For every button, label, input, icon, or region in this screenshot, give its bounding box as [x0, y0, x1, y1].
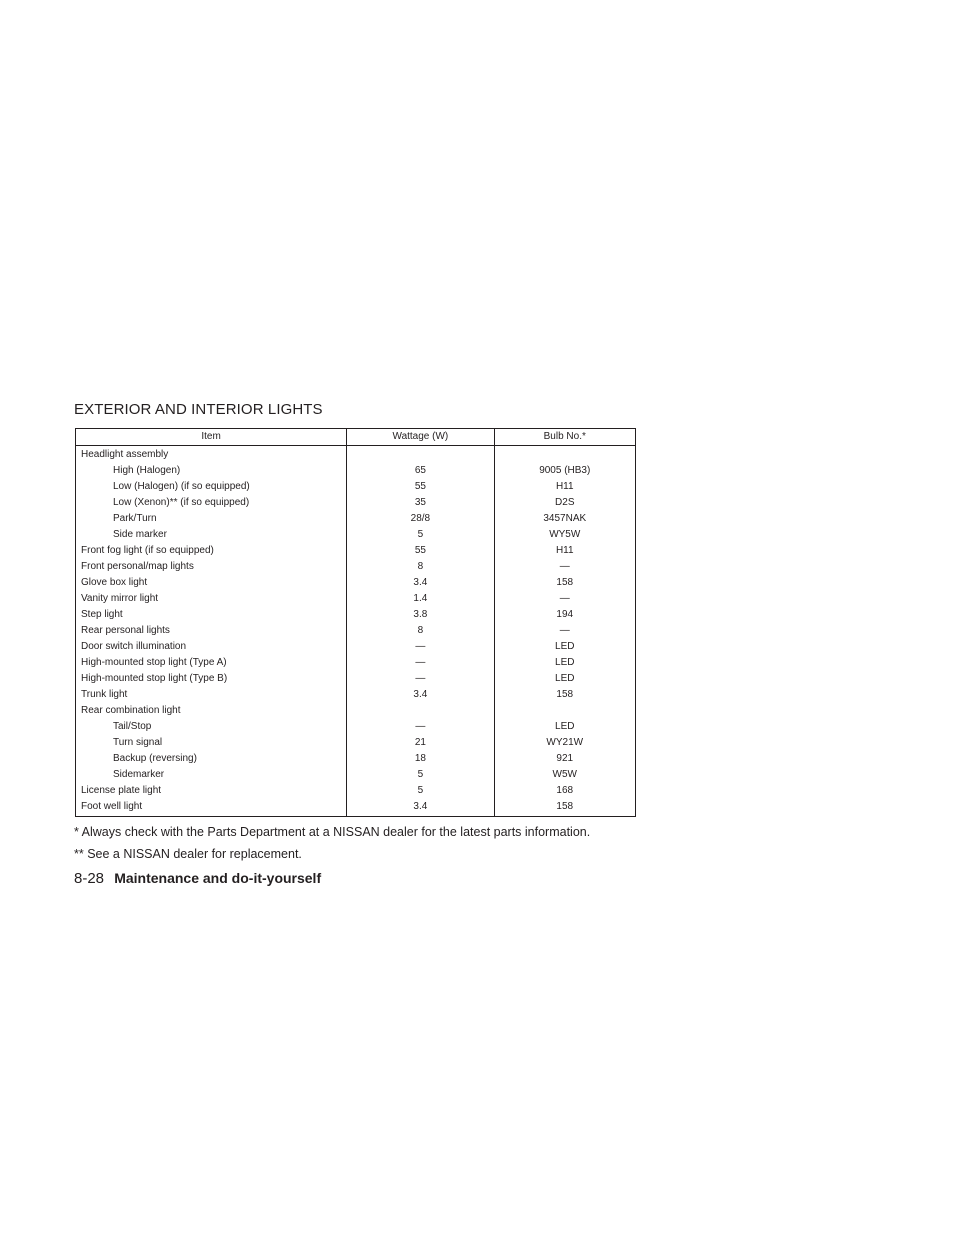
cell-bulb: LED [494, 719, 635, 735]
table-row [76, 751, 636, 767]
cell-item: High (Halogen) [76, 463, 347, 479]
cell-bulb: WY21W [494, 735, 635, 751]
table-row [76, 591, 636, 607]
cell-wattage: 21 [347, 735, 494, 751]
cell-wattage: 1.4 [347, 591, 494, 607]
table-row [76, 495, 636, 511]
lights-table [75, 428, 636, 817]
cell-item: Rear combination light [76, 703, 347, 719]
cell-bulb: LED [494, 639, 635, 655]
cell-bulb [494, 703, 635, 719]
footnote-dealer: ** See a NISSAN dealer for replacement. [74, 847, 302, 861]
cell-bulb: 9005 (HB3) [494, 463, 635, 479]
cell-wattage: 5 [347, 783, 494, 799]
cell-wattage: — [347, 639, 494, 655]
header-wattage: Wattage (W) [347, 429, 494, 446]
cell-item: Step light [76, 607, 347, 623]
table-row [76, 559, 636, 575]
cell-wattage: — [347, 719, 494, 735]
cell-wattage: 3.4 [347, 687, 494, 703]
cell-item: Front personal/map lights [76, 559, 347, 575]
cell-wattage: — [347, 655, 494, 671]
table-row [76, 447, 636, 463]
cell-bulb: 921 [494, 751, 635, 767]
table-body [76, 446, 636, 817]
cell-item: Turn signal [76, 735, 347, 751]
cell-bulb: — [494, 591, 635, 607]
cell-item: Foot well light [76, 799, 347, 817]
cell-wattage: 3.4 [347, 799, 494, 817]
cell-bulb: D2S [494, 495, 635, 511]
cell-item: Low (Halogen) (if so equipped) [76, 479, 347, 495]
table-header-row [76, 429, 636, 446]
cell-bulb: H11 [494, 543, 635, 559]
cell-bulb: — [494, 623, 635, 639]
table-row [76, 799, 636, 817]
table-row [76, 767, 636, 783]
cell-bulb: 158 [494, 575, 635, 591]
table-row [76, 655, 636, 671]
cell-bulb: H11 [494, 479, 635, 495]
cell-wattage [347, 447, 494, 463]
cell-bulb [494, 447, 635, 463]
cell-item: Trunk light [76, 687, 347, 703]
table-row [76, 639, 636, 655]
header-item: Item [76, 429, 347, 446]
cell-bulb: 3457NAK [494, 511, 635, 527]
cell-item: High-mounted stop light (Type A) [76, 655, 347, 671]
cell-bulb: LED [494, 671, 635, 687]
cell-wattage: 8 [347, 559, 494, 575]
table-row [76, 783, 636, 799]
cell-item: Park/Turn [76, 511, 347, 527]
cell-item: Low (Xenon)** (if so equipped) [76, 495, 347, 511]
table-row [76, 687, 636, 703]
cell-item: Vanity mirror light [76, 591, 347, 607]
chapter-title: Maintenance and do-it-yourself [114, 870, 322, 886]
cell-bulb: WY5W [494, 527, 635, 543]
table-row [76, 607, 636, 623]
cell-item: Headlight assembly [76, 447, 347, 463]
table-row [76, 575, 636, 591]
cell-bulb: LED [494, 655, 635, 671]
table-row [76, 719, 636, 735]
table-row [76, 543, 636, 559]
table-row [76, 463, 636, 479]
header-bulb: Bulb No.* [494, 429, 635, 446]
table-row [76, 735, 636, 751]
cell-item: Rear personal lights [76, 623, 347, 639]
page-number: 8-28 [74, 870, 105, 887]
cell-wattage: 55 [347, 543, 494, 559]
section-title: EXTERIOR AND INTERIOR LIGHTS [74, 401, 323, 418]
table-row [76, 671, 636, 687]
cell-bulb: W5W [494, 767, 635, 783]
cell-item: License plate light [76, 783, 347, 799]
cell-item: Backup (reversing) [76, 751, 347, 767]
cell-bulb: 158 [494, 687, 635, 703]
cell-item: Glove box light [76, 575, 347, 591]
cell-wattage: 18 [347, 751, 494, 767]
cell-bulb: — [494, 559, 635, 575]
cell-wattage: 3.4 [347, 575, 494, 591]
cell-wattage: 3.8 [347, 607, 494, 623]
cell-bulb: 194 [494, 607, 635, 623]
cell-item: Side marker [76, 527, 347, 543]
cell-item: Front fog light (if so equipped) [76, 543, 347, 559]
cell-item: Tail/Stop [76, 719, 347, 735]
cell-wattage [347, 703, 494, 719]
table-header [76, 429, 636, 446]
cell-bulb: 168 [494, 783, 635, 799]
cell-wattage: 5 [347, 767, 494, 783]
cell-wattage: 35 [347, 495, 494, 511]
footnote-parts: * Always check with the Parts Department at a NISSAN dealer for the latest parts information. [74, 825, 591, 839]
cell-wattage: 28/8 [347, 511, 494, 527]
table-row [76, 479, 636, 495]
cell-wattage: 8 [347, 623, 494, 639]
cell-bulb: 158 [494, 799, 635, 817]
table-row [76, 703, 636, 719]
cell-item: Sidemarker [76, 767, 347, 783]
cell-wattage: 65 [347, 463, 494, 479]
cell-wattage: 5 [347, 527, 494, 543]
cell-item: Door switch illumination [76, 639, 347, 655]
table-row [76, 623, 636, 639]
cell-wattage: 55 [347, 479, 494, 495]
cell-wattage: — [347, 671, 494, 687]
cell-item: High-mounted stop light (Type B) [76, 671, 347, 687]
table-row [76, 511, 636, 527]
table-row [76, 527, 636, 543]
page-footer [74, 870, 321, 887]
